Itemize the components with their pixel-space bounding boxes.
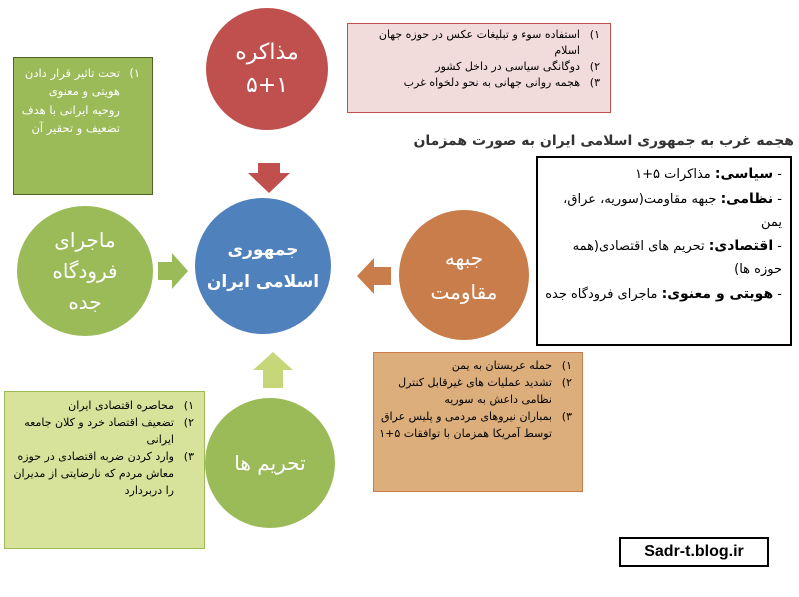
jeddah-label-1: ماجرای [54,227,116,252]
list-item: ۲) تضعیف اقتصاد خرد و کلان جامعه ایرانی [24,416,194,447]
center-circle [195,198,331,334]
summary-row-political: - سیاسی: مذاکرات ۵+۱ [635,166,782,182]
summary-row-identity: - هویتی و معنوی: ماجرای فرودگاه جده [545,285,782,302]
resistance-label-2: مقاومت [430,280,498,304]
summary-row-military: - نظامی: جبهه مقاومت(سوریه، عراق، یمن [563,190,782,230]
center-label-1: جمهوری [227,239,299,260]
summary-heading: هجمه غرب به جمهوری اسلامی ایران به صورت همزمان [413,133,794,149]
negotiation-label-2: ۵+۱ [245,73,289,98]
negotiation-effects-box [347,23,611,113]
list-item: ۲) دوگانگی سیاسی در داخل کشور [435,59,600,73]
resistance-circle [399,210,529,340]
list-item: ۱) حمله عربستان به یمن [451,359,572,372]
sanctions-effects-box [4,391,205,549]
list-item: ۱) تحت تاثیر قرار دادن هویتی و معنوی روحیه ایرانی با هدف تضعیف و تحقیر آن [21,66,140,136]
sanctions-circle [205,398,335,528]
sanctions-label: تحریم ها [234,451,306,475]
blog-watermark: Sadr-t.blog.ir [619,537,769,567]
jeddah-effects-box [13,57,153,195]
center-label-2: اسلامی ایران [206,272,320,292]
arrow-up-icon [253,352,293,388]
arrow-left-icon [357,258,391,294]
list-item: ۳) هجمه روانی جهانی به نحو دلخواه غرب [403,75,600,89]
summary-row-economic: - اقتصادی: تحریم های اقتصادی(همه حوزه ها) [572,238,782,277]
negotiation-circle [206,8,328,130]
list-item: ۳) بمباران نیروهای مردمی و پلیس عراق توسط آمریکا همزمان با توافقات ۵+۱ [379,410,572,441]
negotiation-label-1: مذاکره [235,40,299,65]
jeddah-label-2: فرودگاه [52,258,118,283]
list-item: ۲) تشدید عملیات های غیرقابل کنترل نظامی داعش به سوریه [398,376,572,407]
arrow-down-icon [248,163,290,193]
arrow-right-icon [158,253,188,289]
list-item: ۱) محاصره اقتصادی ایران [68,399,194,412]
jeddah-circle [17,206,153,336]
list-item: ۳) وارد کردن ضربه اقتصادی در حوزه معاش مردم که نارضایتی از مدیران را دربردارد [13,450,194,498]
list-item: ۱) استفاده سوء و تبلیغات عکس در حوزه جهان اسلام [378,28,600,57]
summary-box [536,156,792,346]
jeddah-label-3: جده [68,289,102,314]
resistance-label-1: جبهه [444,246,484,270]
resistance-effects-box [373,352,583,492]
